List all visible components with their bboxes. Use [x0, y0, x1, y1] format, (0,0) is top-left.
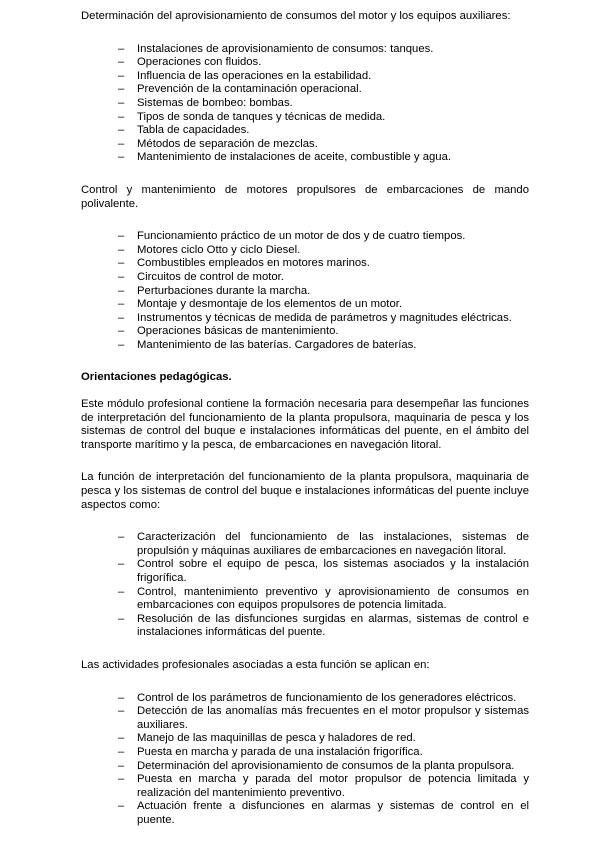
list-item-text: Control de los parámetros de funcionamiento de los generadores eléctricos.: [137, 691, 517, 704]
list-item-text: Combustibles empleados en motores marinos.: [137, 257, 370, 270]
list-item: [81, 83, 529, 97]
list-item: [81, 312, 529, 326]
dash-bullet: –: [118, 110, 125, 123]
dash-bullet: –: [118, 56, 125, 69]
dash-bullet: –: [118, 705, 125, 718]
list-item: [81, 285, 529, 299]
list-item: [81, 773, 529, 800]
list-item-text: Instalaciones de aprovisionamiento de consumos: tanques.: [137, 42, 434, 55]
list-item-text: Mantenimiento de instalaciones de aceite, combustible y agua.: [137, 151, 451, 164]
list-item: [81, 613, 529, 640]
list-item-text: Control sobre el equipo de pesca, los sistemas asociados y la instalación frigorífica.: [137, 558, 529, 584]
orientaciones-paragraph-3: Las actividades profesionales asociadas a esta función se aplican en:: [81, 658, 430, 671]
dash-bullet: –: [118, 745, 125, 758]
list-item-text: Control, mantenimiento preventivo y aprovisionamiento de consumos en embarcaciones con equipos propulsores de potencia limitada.: [137, 585, 529, 612]
dash-bullet: –: [118, 612, 125, 625]
list-item-text: Funcionamiento práctico de un motor de dos y de cuatro tiempos.: [137, 230, 466, 243]
dash-bullet: –: [118, 800, 125, 813]
list-item: [81, 138, 529, 152]
list-item: [81, 151, 529, 165]
list-item-text: Puesta en marcha y parada de una instalación frigorífica.: [137, 745, 423, 758]
list-item-text: Puesta en marcha y parada del motor propulsor de potencia limitada y realización del mantenimiento preventivo.: [137, 773, 529, 799]
section2-intro: Control y mantenimiento de motores propulsores de embarcaciones de mando polivalente.: [81, 183, 529, 210]
dash-bullet: –: [118, 531, 125, 544]
list-item: [81, 760, 529, 774]
list-item-text: Motores ciclo Otto y ciclo Diesel.: [137, 243, 301, 256]
list-item: [81, 692, 529, 706]
dash-bullet: –: [118, 96, 125, 109]
dash-bullet: –: [118, 311, 125, 324]
dash-bullet: –: [118, 691, 125, 704]
list-item-text: Caracterización del funcionamiento de las instalaciones, sistemas de propulsión y máquinas auxiliares de embarcaciones en navegación litoral.: [137, 531, 529, 557]
list-item: [81, 244, 529, 258]
list-item: [81, 531, 529, 558]
list-item-text: Prevención de la contaminación operacional.: [137, 83, 362, 96]
list-item-text: Manejo de las maquinillas de pesca y haladores de red.: [137, 732, 416, 745]
list-item-text: Tipos de sonda de tanques y técnicas de medida.: [137, 110, 386, 123]
dash-bullet: –: [118, 243, 125, 256]
dash-bullet: –: [118, 270, 125, 283]
list-item: [81, 339, 529, 353]
section1-intro: Determinación del aprovisionamiento de consumos del motor y los equipos auxiliares:: [81, 10, 511, 22]
orientaciones-heading: Orientaciones pedagógicas.: [81, 371, 232, 384]
list-item-text: Sistemas de bombeo: bombas.: [137, 96, 293, 109]
list-item-text: Actuación frente a disfunciones en alarmas y sistemas de control en el puente.: [137, 800, 529, 826]
section1-list: [81, 43, 529, 165]
list-item-text: Montaje y desmontaje de los elementos de un motor.: [137, 298, 403, 311]
dash-bullet: –: [118, 124, 125, 137]
dash-bullet: –: [118, 42, 125, 55]
list-item-text: Operaciones con fluidos.: [137, 56, 262, 69]
orientaciones-paragraph-1: Este módulo profesional contiene la formación necesaria para desempeñar las funciones de interpretación del funcionamiento de la planta propulsora, maquinaria de pesca y los sistemas de control del buque e instalaciones informáticas del puente, en el ámbito del transporte marítimo y la pesca, de embarcaciones en navegación litoral.: [81, 398, 529, 451]
dash-bullet: –: [118, 230, 125, 243]
list-item: [81, 257, 529, 271]
list-item: [81, 732, 529, 746]
list-item: [81, 746, 529, 760]
dash-bullet: –: [118, 151, 125, 164]
list-item: [81, 70, 529, 84]
list-item-text: Tabla de capacidades.: [137, 124, 250, 137]
list-item: [81, 298, 529, 312]
dash-bullet: –: [118, 732, 125, 745]
list-item-text: Operaciones básicas de mantenimiento.: [137, 325, 339, 338]
dash-bullet: –: [118, 773, 125, 786]
activities-list: [81, 692, 529, 828]
dash-bullet: –: [118, 558, 125, 571]
list-item: [81, 705, 529, 732]
list-item-text: Instrumentos y técnicas de medida de parámetros y magnitudes eléctricas.: [137, 311, 512, 324]
aspects-list: [81, 531, 529, 640]
list-item: [81, 124, 529, 138]
list-item: [81, 558, 529, 585]
list-item-text: Perturbaciones durante la marcha.: [137, 284, 311, 297]
dash-bullet: –: [118, 257, 125, 270]
list-item: [81, 56, 529, 70]
dash-bullet: –: [118, 83, 125, 96]
dash-bullet: –: [118, 137, 125, 150]
list-item: [81, 111, 529, 125]
list-item-text: Influencia de las operaciones en la estabilidad.: [137, 69, 372, 82]
list-item: [81, 230, 529, 244]
dash-bullet: –: [118, 69, 125, 82]
list-item: [81, 43, 529, 57]
list-item-text: Detección de las anomalías más frecuentes en el motor propulsor y sistemas auxiliares.: [137, 705, 529, 731]
dash-bullet: –: [118, 585, 125, 598]
dash-bullet: –: [118, 759, 125, 772]
dash-bullet: –: [118, 325, 125, 338]
dash-bullet: –: [118, 298, 125, 311]
list-item-text: Resolución de las disfunciones surgidas en alarmas, sistemas de control e instalaciones informáticas del puente.: [137, 612, 529, 639]
section2-list: [81, 230, 529, 352]
list-item: [81, 97, 529, 111]
document-page: [81, 10, 529, 847]
list-item-text: Determinación del aprovisionamiento de consumos de la planta propulsora.: [137, 759, 515, 772]
orientaciones-paragraph-2: La función de interpretación del funcionamiento de la planta propulsora, maquinaria de pesca y los sistemas de control del buque e instalaciones informáticas del puente incluye aspectos como:: [81, 471, 529, 511]
list-item: [81, 800, 529, 827]
list-item-text: Circuitos de control de motor.: [137, 270, 284, 283]
list-item: [81, 271, 529, 285]
list-item: [81, 586, 529, 613]
list-item-text: Métodos de separación de mezclas.: [137, 137, 318, 150]
dash-bullet: –: [118, 338, 125, 351]
dash-bullet: –: [118, 284, 125, 297]
list-item: [81, 325, 529, 339]
list-item-text: Mantenimiento de las baterías. Cargadores de baterías.: [137, 338, 417, 351]
